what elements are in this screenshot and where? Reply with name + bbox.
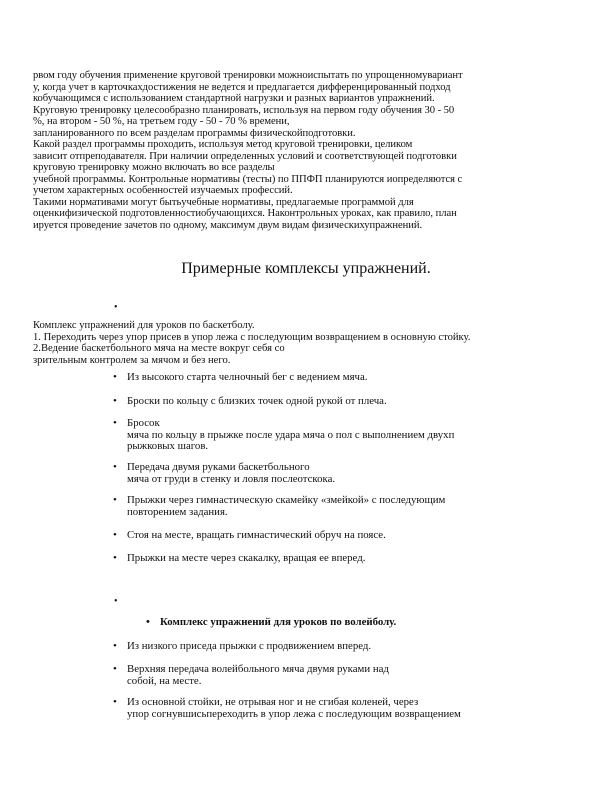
list-item-text: Броски по кольцу с близких точек одной рукой от плеча.: [127, 396, 387, 407]
intro-line: 1. Переходить через упор присев в упор лежа с последующим возвращением в основную стойку.: [33, 331, 471, 343]
list-item-text: Стоя на месте, вращать гимнастический обруч на поясе.: [127, 530, 386, 541]
body-paragraph: [33, 70, 593, 231]
list-item: [113, 696, 597, 720]
paragraph-line: учетом характерных особенностей изучаемых профессий.: [33, 185, 293, 196]
list-item-text: собой, на месте.: [127, 675, 202, 687]
list-item: [113, 417, 597, 453]
intro-line: 2.Ведение баскетбольного мяча на месте вокруг себя со: [33, 343, 285, 354]
bullet-glyph: •: [113, 529, 117, 541]
bullet-glyph: •: [113, 552, 117, 564]
paragraph-line: круговую тренировку можно включать во все разделы: [33, 162, 275, 173]
list-item-text: повторением задания.: [127, 506, 228, 518]
bullet-glyph: •: [113, 696, 117, 708]
bullet-glyph: •: [113, 663, 117, 675]
section-heading: Примерные комплексы упражнений.: [181, 260, 431, 277]
bullet-glyph: •: [113, 461, 117, 473]
volleyball-title-text: Комплекс упражнений для уроков по волейболу.: [160, 617, 397, 628]
basketball-intro: [33, 320, 593, 366]
bullet-glyph: •: [113, 640, 117, 652]
intro-line: зрительным контролем за мячом и без него.: [33, 354, 231, 366]
bullet-glyph: •: [146, 616, 150, 628]
paragraph-line: запланированного по всем разделам программы физическойподготовки.: [33, 127, 356, 139]
paragraph-line: кобучающимся с использованием стандартной нагрузки и разных вариантов упражнений.: [33, 93, 435, 104]
bullet-glyph: •: [113, 494, 117, 506]
list-item-text: Из основной стойки, не отрывая ног и не сгибая коленей, через: [127, 697, 419, 708]
list-item: [113, 640, 597, 653]
list-item: [113, 663, 597, 687]
list-item-text: мяча по кольцу в прыжке после удара мяча о пол с выполнением двухп: [127, 429, 455, 441]
paragraph-line: у, когда учет в карточкахдостижения не ведется и предлагается дифференцированный подход: [33, 81, 451, 93]
list-item-text: Верхняя передача волейбольного мяча двумя руками над: [127, 664, 389, 675]
volleyball-title: [146, 616, 612, 629]
bullet-glyph: •: [113, 371, 117, 383]
list-item: [113, 371, 597, 384]
paragraph-line: оценкифизической подготовленностиобучающихся. Наконтрольных уроках, как правило, план: [33, 208, 457, 219]
list-item: [113, 461, 597, 485]
list-item: [113, 395, 597, 408]
list-item: [113, 494, 597, 518]
list-item-text: Прыжки через гимнастическую скамейку «змейкой» с последующим: [127, 495, 446, 506]
paragraph-line: Такими нормативами могут бытьучебные нормативы, предлагаемые программой для: [33, 196, 414, 208]
paragraph-line: ируется проведение зачетов по одному, максимум двум видам физическихупражнений.: [33, 219, 423, 231]
list-item: [113, 529, 597, 542]
paragraph-line: учебной программы. Контрольные нормативы (тесты) по ППФП планируются иопределяются с: [33, 173, 463, 185]
bullet-glyph: •: [114, 302, 118, 313]
paragraph-line: рвом году обучения применение круговой тренировки можноиспытать по упрощенномувариант: [33, 70, 463, 81]
paragraph-line: зависит отпреподавателя. При наличии определенных условий и соответствующей подготовки: [33, 150, 457, 162]
bullet-glyph: •: [114, 596, 118, 607]
list-item-text: Бросок: [127, 418, 160, 429]
intro-line: Комплекс упражнений для уроков по баскетболу.: [33, 320, 255, 331]
paragraph-line: Круговую тренировку целесообразно планировать, используя на первом году обучения 30 - 50: [33, 104, 455, 116]
paragraph-line: Какой раздел программы проходить, используя метод круговой тренировки, целиком: [33, 139, 413, 150]
bullet-glyph: •: [113, 395, 117, 407]
list-item-text: мяча от груди в стенку и ловля послеотскока.: [127, 473, 336, 485]
list-item-text: Из низкого приседа прыжки с продвижением вперед.: [127, 641, 372, 652]
list-item-text: рыжковых шагов.: [127, 441, 209, 453]
bullet-glyph: •: [113, 417, 117, 429]
paragraph-line: %, на втором - 50 %, на третьем году - 50 - 70 % времени,: [33, 116, 290, 127]
list-item-text: Из высокого старта челночный бег с ведением мяча.: [127, 372, 368, 383]
list-item-text: упор согнувшисьпереходить в упор лежа с последующим возвращением: [127, 708, 461, 720]
list-item-text: Передача двумя руками баскетбольного: [127, 462, 310, 473]
list-item-text: Прыжки на месте через скакалку, вращая ее вперед.: [127, 553, 366, 564]
list-item: [113, 552, 597, 565]
